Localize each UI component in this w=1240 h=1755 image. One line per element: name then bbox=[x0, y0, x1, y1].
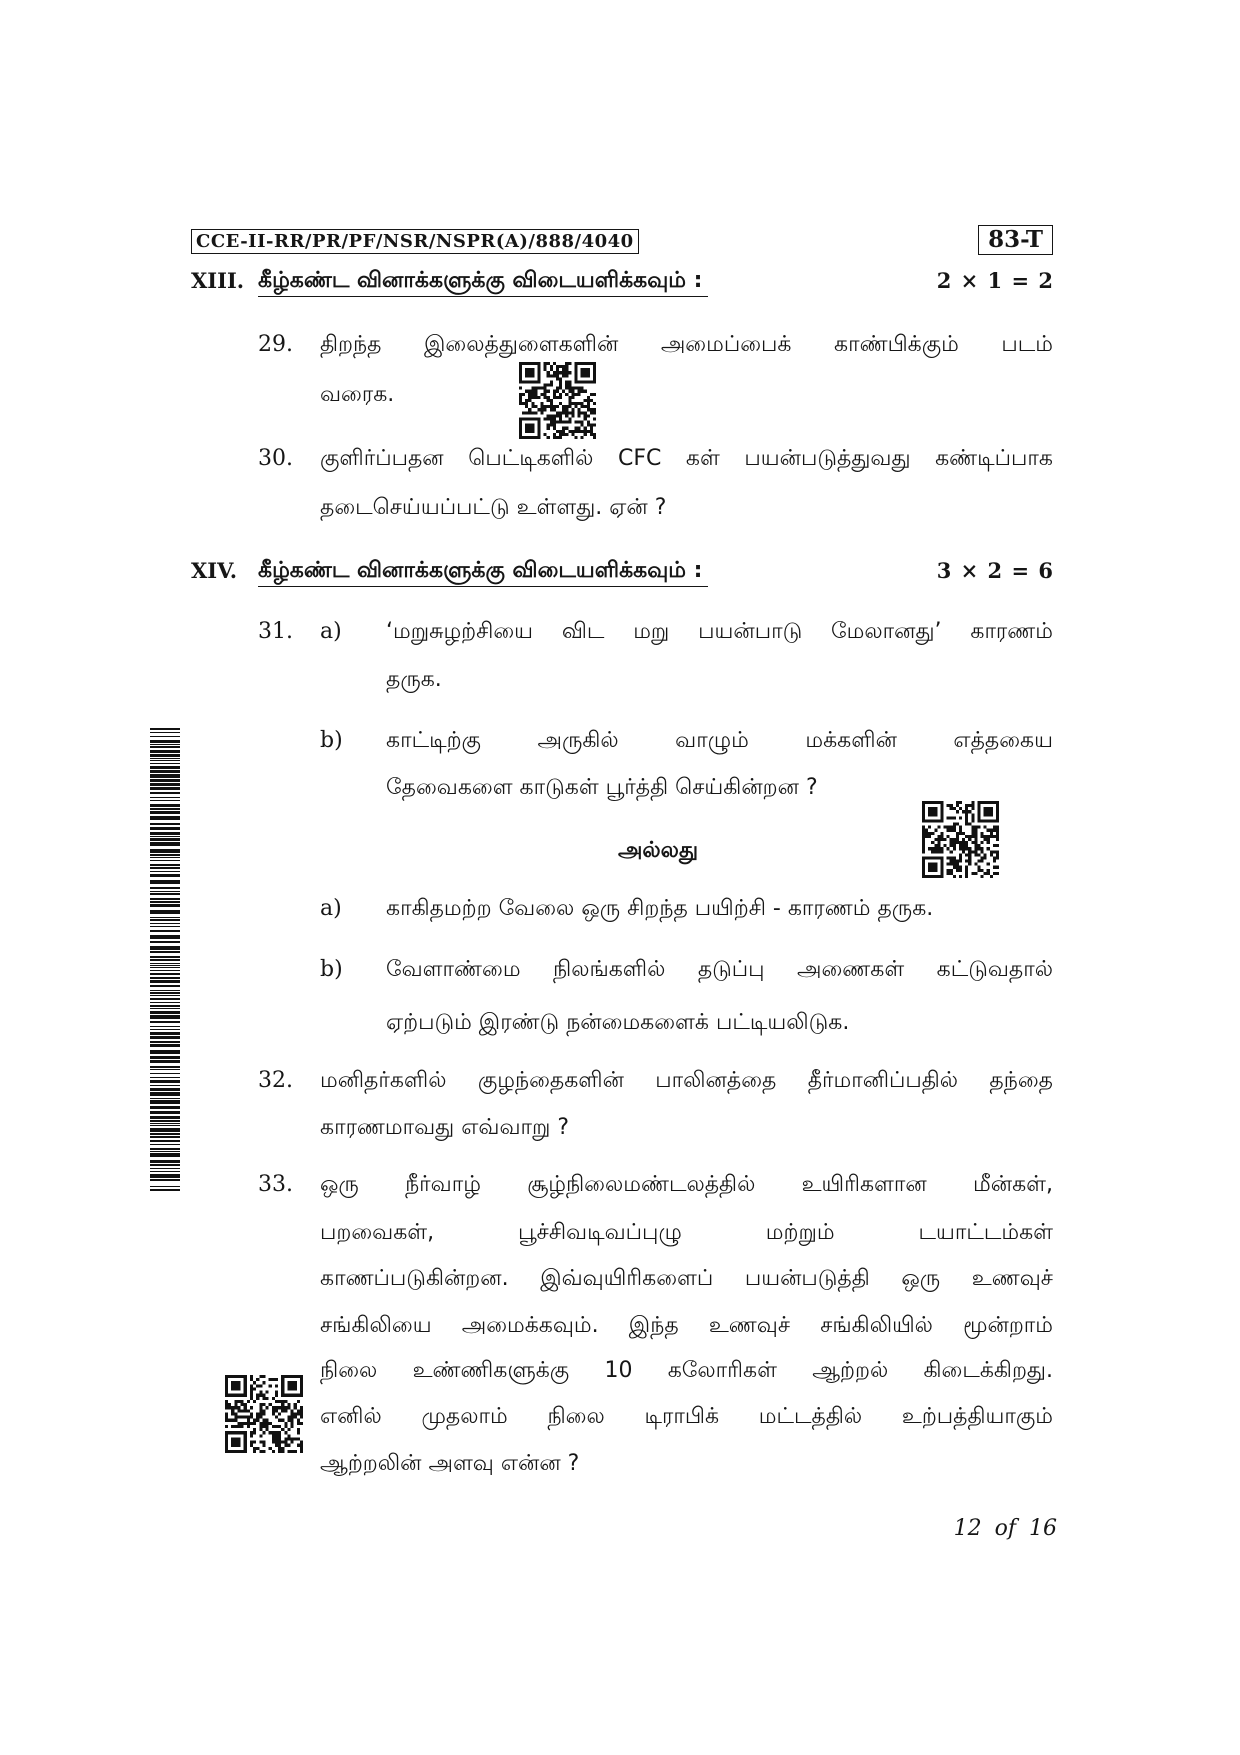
question-text-line: ‘மறுசுழற்சியை விட மறு பயன்பாடு மேலானது’ காரணம் bbox=[386, 619, 1053, 644]
question-text-line: காரணமாவது எவ்வாறு ? bbox=[320, 1115, 570, 1140]
question-text-line: குளிர்ப்பதன பெட்டிகளில் CFC கள் பயன்படுத்துவது கண்டிப்பாக bbox=[320, 446, 1053, 471]
question-text-line: காட்டிற்கு அருகில் வாழும் மக்களின் எத்தகைய bbox=[386, 728, 1053, 753]
section-marks: 3 × 2 = 6 bbox=[936, 558, 1053, 583]
question-text-line: காணப்படுகின்றன. இவ்வுயிரிகளைப் பயன்படுத்தி ஒரு உணவுச் bbox=[320, 1266, 1053, 1291]
barcode-icon bbox=[150, 728, 180, 1191]
question-text-line: திறந்த இலைத்துளைகளின் அமைப்பைக் காண்பிக்கும் படம் bbox=[320, 332, 1053, 357]
question-number: 32. bbox=[258, 1068, 293, 1093]
section-number: XIV. bbox=[191, 558, 238, 583]
or-divider: அல்லது bbox=[617, 838, 699, 863]
part-label: b) bbox=[320, 728, 343, 753]
page-number: 12 of 16 bbox=[953, 1516, 1057, 1541]
question-text-line: ஒரு நீர்வாழ் சூழ்நிலைமண்டலத்தில் உயிரிகளான மீன்கள், bbox=[320, 1172, 1053, 1197]
question-number: 31. bbox=[258, 619, 293, 644]
part-label: b) bbox=[320, 957, 343, 982]
question-number: 29. bbox=[258, 332, 293, 357]
question-text-line: வேளாண்மை நிலங்களில் தடுப்பு அணைகள் கட்டுவதால் bbox=[386, 957, 1053, 982]
section-instruction: கீழ்கண்ட வினாக்களுக்கு விடையளிக்கவும் : bbox=[258, 266, 708, 297]
qr-code-icon bbox=[225, 1375, 303, 1453]
question-text-line: ஏற்படும் இரண்டு நன்மைகளைக் பட்டியலிடுக. bbox=[386, 1010, 850, 1035]
part-label: a) bbox=[320, 619, 342, 644]
question-number: 30. bbox=[258, 446, 293, 471]
question-text-line: நிலை உண்ணிகளுக்கு 10 கலோரிகள் ஆற்றல் கிடைக்கிறது. bbox=[320, 1358, 1053, 1383]
question-text-line: காகிதமற்ற வேலை ஒரு சிறந்த பயிற்சி - காரணம் தருக. bbox=[386, 896, 934, 921]
question-text-line: வரைக. bbox=[320, 382, 395, 407]
question-text-line: தடைசெய்யப்பட்டு உள்ளது. ஏன் ? bbox=[320, 495, 667, 520]
qr-code-icon bbox=[922, 801, 999, 878]
question-number: 33. bbox=[258, 1172, 293, 1197]
qr-code-icon bbox=[519, 362, 596, 439]
question-text-line: தருக. bbox=[386, 667, 442, 692]
section-marks: 2 × 1 = 2 bbox=[936, 268, 1053, 293]
question-paper-code: CCE-II-RR/PR/PF/NSR/NSPR(A)/888/4040 bbox=[191, 229, 639, 254]
section-instruction: கீழ்கண்ட வினாக்களுக்கு விடையளிக்கவும் : bbox=[258, 556, 708, 587]
question-text-line: சங்கிலியை அமைக்கவும். இந்த உணவுச் சங்கிலியில் மூன்றாம் bbox=[320, 1313, 1053, 1338]
question-text-line: எனில் முதலாம் நிலை டிராபிக் மட்டத்தில் உற்பத்தியாகும் bbox=[320, 1404, 1053, 1429]
paper-number-badge: 83-T bbox=[978, 225, 1053, 255]
section-number: XIII. bbox=[191, 268, 245, 293]
question-text-line: ஆற்றலின் அளவு என்ன ? bbox=[320, 1451, 580, 1476]
question-text-line: தேவைகளை காடுகள் பூர்த்தி செய்கின்றன ? bbox=[386, 775, 818, 800]
question-text-line: மனிதர்களில் குழந்தைகளின் பாலினத்தை தீர்மானிப்பதில் தந்தை bbox=[320, 1068, 1053, 1093]
part-label: a) bbox=[320, 896, 342, 921]
question-text-line: பறவைகள், பூச்சிவடிவப்புழு மற்றும் டயாட்டம்கள் bbox=[320, 1220, 1053, 1245]
